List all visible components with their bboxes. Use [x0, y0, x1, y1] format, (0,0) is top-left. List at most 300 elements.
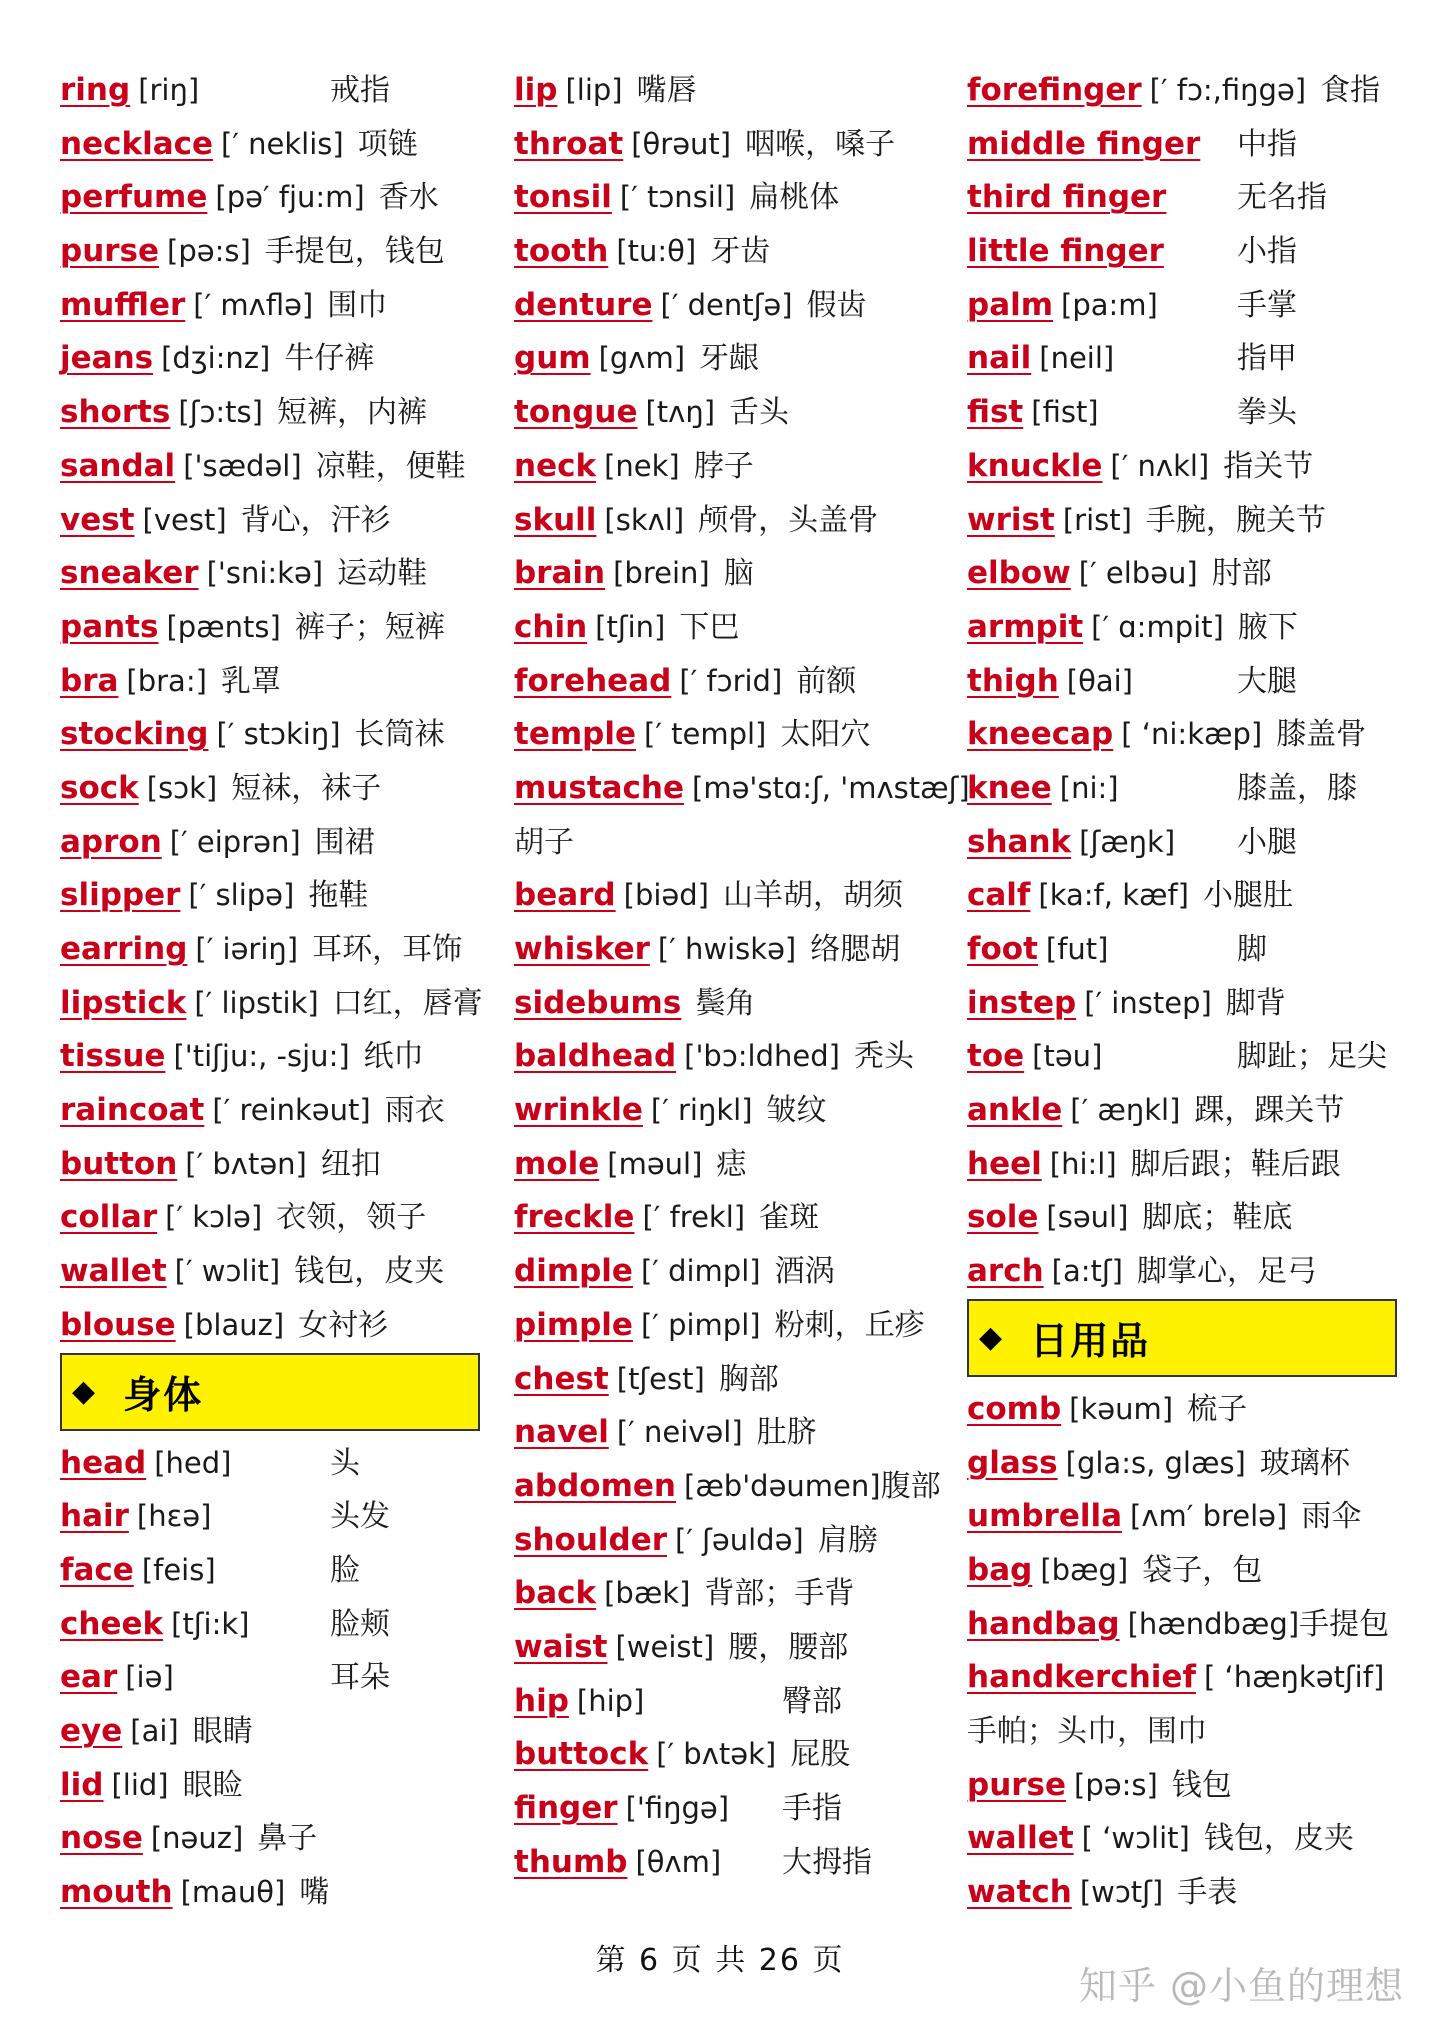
vocab-entry — [967, 279, 1397, 333]
vocab-entry — [60, 1245, 480, 1299]
phonetic: [′ eiprən] — [169, 824, 301, 859]
chinese-meaning: 大拇指 — [782, 1844, 872, 1880]
english-word: dimple — [514, 1253, 633, 1290]
chinese-meaning-continued: 胡子 — [514, 824, 574, 860]
english-word: raincoat — [60, 1092, 205, 1129]
vocab-entry — [967, 332, 1397, 386]
vocab-entry — [60, 1084, 480, 1138]
english-word: skull — [514, 501, 597, 538]
col1-list-a — [60, 64, 483, 1353]
vocab-entry — [967, 1437, 1397, 1491]
english-word: buttock — [514, 1736, 649, 1773]
vocab-entry — [514, 923, 944, 977]
vocab-entry — [514, 655, 944, 709]
vocab-entry — [60, 386, 480, 440]
section-title: 身体 — [123, 1373, 204, 1417]
phonetic: [′ neklis] — [221, 126, 344, 161]
chinese-meaning: 脑 — [723, 556, 754, 592]
vocab-entry — [967, 494, 1397, 548]
chinese-meaning: 踝，踝关节 — [1194, 1093, 1345, 1129]
phonetic: [′ templ] — [644, 717, 767, 752]
english-word: calf — [967, 877, 1031, 914]
english-word: sole — [967, 1199, 1039, 1236]
vocab-entry — [967, 762, 1397, 816]
vocab-entry — [514, 869, 944, 923]
vocab-entry — [60, 1544, 480, 1598]
chinese-meaning: 拖鞋 — [308, 878, 369, 914]
chinese-meaning: 口红，唇膏 — [332, 985, 483, 1021]
page-footer: 第 6 页 共 26 页 — [595, 1943, 845, 1978]
vocab-entry — [60, 64, 480, 118]
phonetic: [′ dimpl] — [640, 1254, 761, 1289]
phonetic: [′ riŋkl] — [650, 1093, 753, 1128]
chinese-meaning: 膝盖骨 — [1276, 717, 1367, 753]
phonetic: [′ frekl] — [642, 1200, 746, 1235]
chinese-meaning: 屁股 — [790, 1737, 851, 1773]
column-1 — [60, 64, 483, 1920]
vocab-entry — [514, 1621, 944, 1675]
vocab-entry — [514, 386, 944, 440]
phonetic: [′ pimpl] — [640, 1307, 761, 1342]
phonetic: [′ kɔlə] — [165, 1200, 263, 1235]
english-word: mole — [514, 1145, 600, 1182]
chinese-meaning: 下巴 — [679, 609, 740, 645]
vocab-entry — [967, 1759, 1397, 1813]
chinese-meaning: 山羊胡，胡须 — [722, 878, 903, 914]
vocab-entry — [60, 1759, 480, 1813]
phonetic: [′ hwiskə] — [657, 932, 797, 966]
chinese-meaning: 无名指 — [1237, 180, 1327, 216]
english-word: umbrella — [967, 1498, 1123, 1535]
vocab-entry — [514, 1191, 944, 1245]
chinese-meaning: 肚脐 — [756, 1415, 817, 1451]
vocab-entry — [60, 279, 480, 333]
english-word: palm — [967, 286, 1054, 323]
english-word: collar — [60, 1199, 158, 1236]
english-word: knuckle — [967, 447, 1103, 484]
phonetic: ['bɔ:ldhed] — [684, 1039, 840, 1074]
chinese-meaning: 拳头 — [1237, 395, 1297, 431]
chinese-meaning: 脸颊 — [330, 1606, 390, 1642]
english-word: thumb — [514, 1843, 628, 1880]
phonetic: [məul] — [607, 1146, 703, 1181]
vocab-entry — [514, 1245, 944, 1299]
vocab-entry — [967, 225, 1397, 279]
chinese-meaning: 牛仔裤 — [284, 341, 375, 377]
vocab-entry — [60, 494, 480, 548]
chinese-meaning: 小腿肚 — [1203, 878, 1294, 914]
vocab-entry — [514, 225, 944, 279]
vocab-entry — [514, 171, 944, 225]
english-word: hip — [514, 1682, 569, 1719]
phonetic: [ ‘ni:kæp] — [1121, 717, 1263, 752]
english-word: sock — [60, 769, 139, 806]
phonetic: [′ tɔnsil] — [619, 180, 736, 215]
vocab-entry — [967, 1490, 1397, 1544]
vocab-entry — [514, 1728, 944, 1782]
phonetic: [ʃæŋk] — [1079, 824, 1176, 859]
english-word: apron — [60, 823, 162, 860]
phonetic: [ ‘wɔlit] — [1081, 1821, 1190, 1856]
vocab-entry — [60, 762, 480, 816]
chinese-meaning: 乳罩 — [220, 663, 281, 699]
phonetic: [′ fɔ:,fiŋgə] — [1149, 73, 1307, 107]
vocab-entry — [514, 332, 944, 386]
phonetic: [feis] — [141, 1552, 216, 1587]
phonetic: [mə'stɑ:ʃ, 'mʌstæʃ] — [692, 770, 970, 805]
vocab-entry — [514, 547, 944, 601]
phonetic: ['sni:kə] — [206, 556, 324, 591]
english-word: chin — [514, 608, 588, 645]
english-word: beard — [514, 877, 616, 914]
chinese-meaning: 手掌 — [1237, 287, 1297, 323]
vocab-entry — [514, 1406, 944, 1460]
vocab-entry — [967, 1084, 1397, 1138]
vocab-entry — [514, 1353, 944, 1407]
phonetic: [ni:] — [1059, 770, 1119, 805]
column-2 — [514, 64, 970, 1889]
chinese-meaning: 长筒袜 — [354, 717, 445, 753]
english-word: wrist — [967, 501, 1055, 538]
vocab-entry — [514, 1514, 944, 1568]
english-word: handkerchief — [967, 1659, 1196, 1696]
english-word: ear — [60, 1659, 118, 1696]
phonetic: [sɔk] — [146, 770, 218, 805]
phonetic: [fut] — [1045, 932, 1109, 966]
phonetic: ['sædəl] — [183, 448, 302, 483]
phonetic: [skʌl] — [604, 502, 685, 537]
english-word: bra — [60, 662, 119, 699]
chinese-meaning: 脚趾；足尖 — [1237, 1039, 1387, 1075]
english-word: nail — [967, 340, 1032, 377]
phonetic: [′ ʃəuldə] — [675, 1522, 804, 1557]
english-word: shoulder — [514, 1521, 668, 1558]
vocab-entry — [967, 118, 1397, 172]
chinese-meaning: 颅骨，头盖骨 — [698, 502, 879, 538]
chinese-meaning: 项链 — [357, 126, 418, 162]
chinese-meaning: 咽喉，嗓子 — [745, 126, 896, 162]
phonetic: [hi:l] — [1049, 1146, 1117, 1181]
phonetic: ['fiŋgə] — [625, 1791, 730, 1825]
phonetic: [θai] — [1066, 663, 1133, 698]
phonetic: [weist] — [615, 1629, 715, 1664]
chinese-meaning: 手提包，钱包 — [264, 234, 445, 270]
english-word: nose — [60, 1820, 143, 1857]
diamond-bullet-icon: ◆ — [979, 1320, 1003, 1356]
chinese-meaning: 指关节 — [1223, 448, 1314, 484]
english-word: purse — [60, 233, 160, 270]
english-word: tonsil — [514, 179, 612, 216]
phonetic: [hændbæg] — [1127, 1606, 1300, 1641]
vocab-entry — [967, 1383, 1397, 1437]
vocab-entry — [514, 1836, 944, 1890]
english-word: eye — [60, 1712, 123, 1749]
phonetic: [pa:m] — [1061, 287, 1158, 322]
chinese-meaning: 短袜，袜子 — [231, 770, 382, 806]
chinese-meaning: 雨衣 — [384, 1093, 445, 1129]
chinese-meaning: 小指 — [1237, 234, 1297, 270]
vocab-entry — [967, 816, 1397, 870]
english-word: wallet — [60, 1253, 167, 1290]
col2-list — [514, 64, 970, 1889]
vocab-entry — [60, 1191, 480, 1245]
vocab-entry — [514, 440, 944, 494]
english-word: back — [514, 1575, 597, 1612]
vocab-entry — [967, 1030, 1397, 1084]
english-word: face — [60, 1551, 134, 1588]
english-word: neck — [514, 447, 597, 484]
chinese-meaning: 中指 — [1237, 126, 1297, 162]
phonetic: [dʒi:nz] — [161, 341, 271, 376]
chinese-meaning: 梳子 — [1187, 1391, 1248, 1427]
vocab-entry — [514, 494, 944, 548]
phonetic: [′ iəriŋ] — [195, 932, 299, 966]
english-word: lid — [60, 1766, 104, 1803]
english-word: waist — [514, 1628, 608, 1665]
chinese-meaning: 粉刺，丘疹 — [774, 1307, 925, 1343]
phonetic: [′ lipstik] — [194, 985, 319, 1020]
col3-list-b — [967, 1383, 1397, 1920]
english-word: tongue — [514, 394, 638, 431]
english-word: earring — [60, 931, 188, 967]
chinese-meaning: 运动鞋 — [337, 556, 428, 592]
vocab-entry — [514, 1675, 944, 1729]
chinese-meaning: 头发 — [330, 1499, 390, 1535]
vocab-entry — [967, 1544, 1397, 1598]
chinese-meaning: 牙齿 — [710, 234, 771, 270]
chinese-meaning: 衣领，领子 — [276, 1200, 427, 1236]
english-word: instep — [967, 984, 1077, 1021]
chinese-meaning: 假齿 — [806, 287, 867, 323]
phonetic: [ ‘hæŋkətʃif] — [1203, 1660, 1385, 1695]
vocab-entry — [514, 1460, 944, 1514]
phonetic: [tʌŋ] — [645, 395, 716, 430]
phonetic: [hεə] — [136, 1499, 212, 1534]
vocab-entry — [967, 923, 1397, 977]
vocab-entry — [60, 1705, 480, 1759]
vocab-entry — [967, 64, 1397, 118]
phonetic: [fist] — [1031, 395, 1099, 430]
chinese-meaning: 脚 — [1237, 932, 1267, 967]
chinese-meaning: 膝盖，膝 — [1237, 770, 1357, 806]
english-word: perfume — [60, 179, 208, 216]
phonetic: [lid] — [111, 1767, 169, 1802]
chinese-meaning: 短裤，内裤 — [276, 395, 427, 431]
english-word: tooth — [514, 233, 609, 270]
chinese-meaning: 嘴唇 — [636, 73, 697, 108]
vocab-entry — [60, 1030, 480, 1084]
vocab-entry — [967, 386, 1397, 440]
chinese-meaning: 太阳穴 — [780, 717, 871, 753]
chinese-meaning: 指甲 — [1237, 341, 1297, 377]
chinese-meaning: 玻璃杯 — [1259, 1445, 1350, 1481]
chinese-meaning: 眼睑 — [182, 1767, 243, 1803]
vocab-entry — [967, 547, 1397, 601]
chinese-meaning: 头 — [330, 1445, 360, 1481]
chinese-meaning: 袋子，包 — [1142, 1552, 1263, 1588]
phonetic: [′ nʌkl] — [1110, 448, 1210, 483]
phonetic: [pə:s] — [167, 234, 251, 269]
phonetic: [nəuz] — [150, 1821, 244, 1856]
vocab-entry — [60, 1598, 480, 1652]
phonetic: [riŋ] — [138, 73, 200, 107]
phonetic: [gʌm] — [598, 341, 686, 376]
english-word: sidebums — [514, 984, 682, 1021]
chinese-meaning: 脸 — [330, 1552, 360, 1588]
vocab-entry — [514, 1084, 944, 1138]
chinese-meaning: 手提包 — [1299, 1606, 1390, 1642]
vocab-entry — [967, 440, 1397, 494]
chinese-meaning: 凉鞋，便鞋 — [315, 448, 466, 484]
vocab-entry — [514, 601, 944, 655]
phonetic: [gla:s, glæs] — [1065, 1445, 1246, 1480]
english-word: wallet — [967, 1820, 1074, 1857]
phonetic: [rist] — [1062, 502, 1132, 537]
chinese-meaning: 脚掌心，足弓 — [1136, 1254, 1317, 1290]
chinese-meaning: 手指 — [782, 1791, 842, 1826]
chinese-meaning: 肩膀 — [817, 1522, 878, 1558]
phonetic: [lip] — [565, 73, 623, 107]
col3-list-a — [967, 64, 1397, 1299]
chinese-meaning: 纽扣 — [320, 1146, 381, 1182]
chinese-meaning: 鼻子 — [257, 1821, 318, 1857]
english-word: forefinger — [967, 72, 1142, 108]
vocab-entry — [967, 601, 1397, 655]
vocab-entry — [967, 171, 1397, 225]
english-word: mustache — [514, 769, 685, 806]
phonetic: [′ ɑ:mpit] — [1091, 609, 1224, 644]
vocab-entry — [967, 655, 1397, 709]
english-word: stocking — [60, 716, 209, 753]
vocab-entry — [514, 118, 944, 172]
chinese-meaning: 钱包，皮夹 — [1203, 1821, 1354, 1857]
vocab-entry — [514, 279, 944, 333]
vocab-entry — [967, 1866, 1397, 1920]
chinese-meaning: 背部；手背 — [704, 1576, 855, 1612]
english-word: slipper — [60, 877, 181, 914]
phonetic: [təu] — [1032, 1039, 1103, 1074]
phonetic: [tu:θ] — [616, 234, 697, 269]
chinese-meaning: 臀部 — [782, 1683, 842, 1719]
chinese-meaning: 肘部 — [1211, 556, 1272, 592]
chinese-meaning: 食指 — [1320, 73, 1381, 108]
chinese-meaning: 脚后跟；鞋后跟 — [1130, 1146, 1341, 1182]
english-word: button — [60, 1145, 178, 1182]
english-word: temple — [514, 716, 636, 753]
vocab-entry — [60, 708, 480, 762]
vocab-entry — [60, 225, 480, 279]
vocab-entry — [60, 869, 480, 923]
chinese-meaning: 脚背 — [1225, 985, 1286, 1021]
phonetic: [′ æŋkl] — [1070, 1093, 1181, 1128]
vocab-entry — [967, 977, 1397, 1031]
english-word: bag — [967, 1551, 1033, 1588]
chinese-meaning: 香水 — [378, 180, 439, 216]
phonetic: [bra:] — [126, 663, 207, 698]
vocab-entry — [514, 64, 944, 118]
vocab-entry — [60, 440, 480, 494]
vocab-entry — [60, 923, 480, 977]
english-word: abdomen — [514, 1467, 676, 1504]
phonetic: [æb'dəumen] — [684, 1468, 881, 1503]
phonetic: [′ fɔrid] — [679, 663, 783, 698]
english-word: pants — [60, 608, 159, 645]
phonetic: [neil] — [1039, 341, 1115, 376]
english-word: shank — [967, 823, 1072, 860]
english-word: vest — [60, 501, 135, 538]
english-word: cheek — [60, 1605, 164, 1642]
section-header-body — [60, 1353, 480, 1431]
chinese-meaning: 女衬衫 — [298, 1307, 389, 1343]
phonetic: [pə:s] — [1074, 1767, 1158, 1802]
phonetic: [tʃi:k] — [171, 1606, 250, 1641]
vocab-entry — [60, 1651, 480, 1705]
english-word: head — [60, 1444, 147, 1481]
english-word: foot — [967, 931, 1038, 967]
phonetic: [tʃest] — [616, 1361, 705, 1396]
phonetic: [mauθ] — [180, 1875, 286, 1909]
chinese-meaning: 鬓角 — [695, 985, 756, 1021]
english-word: wrinkle — [514, 1092, 643, 1129]
phonetic: [ʃɔ:ts] — [178, 395, 263, 430]
english-word: heel — [967, 1145, 1042, 1182]
chinese-meaning: 雨伞 — [1301, 1499, 1362, 1535]
phonetic: [bæk] — [604, 1576, 691, 1611]
english-word: handbag — [967, 1605, 1120, 1642]
english-word: lipstick — [60, 984, 187, 1021]
chinese-meaning: 围巾 — [327, 287, 388, 323]
phonetic: [ai] — [130, 1713, 179, 1748]
english-word: finger — [514, 1790, 618, 1826]
english-word: mouth — [60, 1874, 173, 1910]
vocab-entry — [967, 1812, 1397, 1866]
phonetic: [blauz] — [183, 1307, 285, 1342]
phonetic: [a:tʃ] — [1051, 1254, 1123, 1289]
chinese-meaning: 腰，腰部 — [728, 1629, 849, 1665]
vocab-entry — [60, 601, 480, 655]
vocab-entry — [60, 1812, 480, 1866]
english-word: freckle — [514, 1199, 635, 1236]
chinese-meaning: 舌头 — [729, 395, 790, 431]
vocab-entry — [967, 1191, 1397, 1245]
english-word: lip — [514, 72, 558, 108]
phonetic: [′ neivəl] — [616, 1415, 743, 1450]
english-word: brain — [514, 555, 606, 592]
chinese-meaning: 痣 — [716, 1146, 747, 1182]
english-word: armpit — [967, 608, 1084, 645]
vocab-entry — [60, 655, 480, 709]
vocab-entry — [514, 1299, 944, 1353]
phonetic: [bæg] — [1040, 1552, 1129, 1587]
vocab-entry — [60, 171, 480, 225]
chinese-meaning-continued: 手帕；头巾，围巾 — [967, 1713, 1207, 1749]
phonetic: [′ mʌflə] — [193, 287, 314, 322]
vocab-entry — [60, 977, 483, 1031]
english-word: fist — [967, 394, 1024, 431]
phonetic: [′ reinkəut] — [212, 1093, 371, 1128]
phonetic: [′ instep] — [1084, 985, 1212, 1020]
phonetic: [ʌm′ brelə] — [1130, 1499, 1288, 1534]
english-word: necklace — [60, 125, 214, 162]
chinese-meaning: 钱包，皮夹 — [294, 1254, 445, 1290]
chinese-meaning: 手表 — [1177, 1875, 1238, 1910]
english-word: kneecap — [967, 716, 1114, 753]
vocab-entry — [967, 1598, 1397, 1652]
english-word: baldhead — [514, 1038, 677, 1075]
vocab-entry — [60, 816, 480, 870]
vocab-entry — [967, 1138, 1397, 1192]
section-header-daily-items — [967, 1299, 1397, 1377]
